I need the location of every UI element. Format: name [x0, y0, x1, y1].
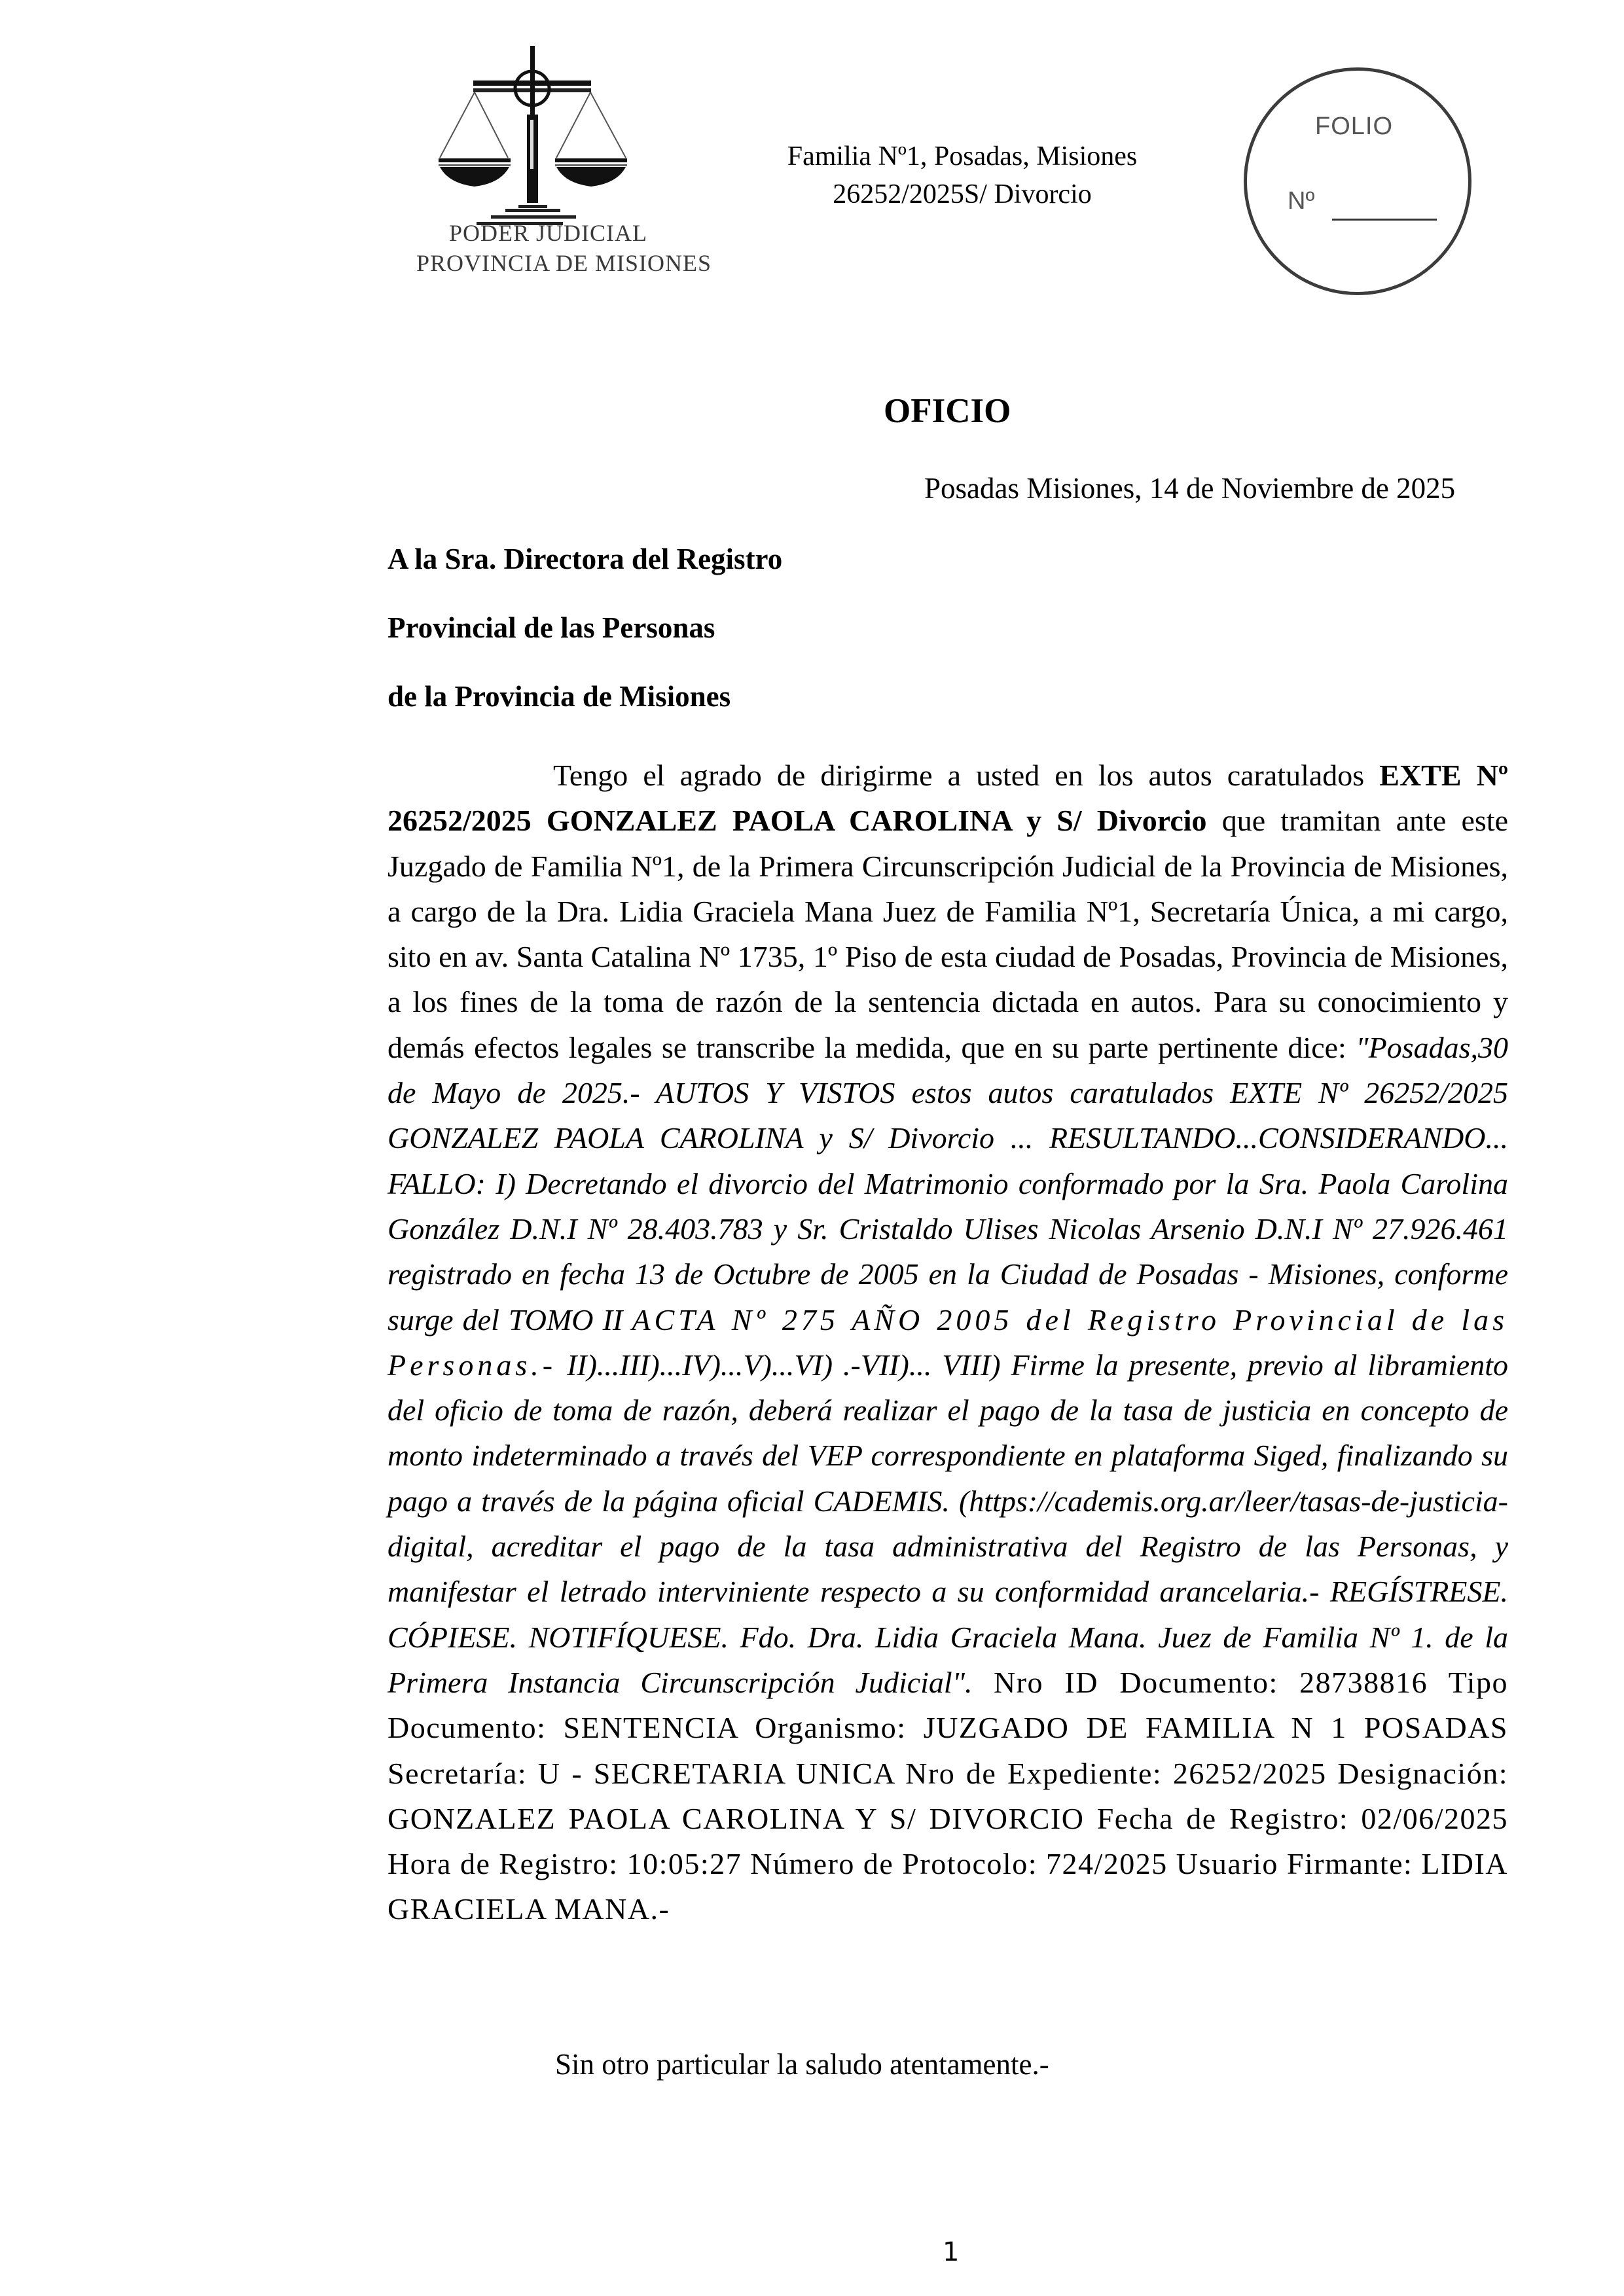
date-line: Posadas Misiones, 14 de Noviembre de 2025: [924, 472, 1456, 505]
addressee-line-2: Provincial de las Personas: [388, 611, 715, 644]
document-metadata: Nro ID Documento: 28738816 Tipo Documento: SENTENCIA Organismo: JUZGADO DE FAMILIA N 1 POSADAS Secretaría: U - SECRETARIA UNICA Nro de Expediente: 26252/2025 Designación: GONZALEZ PAOLA CAROLINA Y S/ DIVORCIO Fecha de Registro: 02/06/2025 Hora de Registro: 10:05:27 Número de Protocolo: 724/2025 Usuario Firmante: LIDIA GRACIELA MANA.-: [388, 1665, 1509, 1926]
quoted-ruling-acta: ACTA Nº 275 AÑO 2005 del Registro Provincial de las Personas.-: [388, 1302, 1509, 1382]
body-paragraph: [388, 753, 1508, 1932]
body-intro: Tengo el agrado de dirigirme a usted en los autos caratulados: [553, 759, 1380, 792]
closing-line: Sin otro particular la saludo atentamente.-: [555, 2048, 1049, 2081]
addressee-line-1: A la Sra. Directora del Registro: [388, 543, 783, 575]
folio-stamp: [1244, 67, 1471, 295]
scales-of-justice-icon: [393, 36, 681, 213]
court-logo: [393, 36, 712, 291]
quoted-ruling-part-2: II)...III)...IV)...V)...VI) .-VII)... VIII) Firme la presente, previo al libramiento del oficio de toma de razón, deberá realizar el pago de la tasa de justicia en concepto de monto indeterminado a través del VEP correspondiente en plataforma Siged, finalizando su pago a través de la página oficial CADEMIS. (https://cademis.org.ar/leer/tasas-de-justicia-digital, acreditar el pago de la tasa administrativa del Registro de las Personas, y manifestar el letrado interviniente respecto a su conformidad arancelaria.- REGÍSTRESE. CÓPIESE. NOTIFÍQUESE. Fdo. Dra. Lidia Graciela Mana. Juez de Familia Nº 1. de la Primera Instancia Circunscripción Judicial".: [388, 1348, 1508, 1699]
folio-number-blank: [1332, 219, 1437, 221]
folio-label: FOLIO: [1315, 113, 1394, 140]
case-number: 26252/2025S/ Divorcio: [833, 179, 1092, 209]
document-title: OFICIO: [884, 392, 1011, 430]
logo-text-poder-judicial: PODER JUDICIAL: [449, 220, 648, 246]
folio-number-label: Nº: [1288, 187, 1315, 215]
case-title-bold: EXTE Nº 26252/2025 GONZALEZ PAOLA CAROLINA y S/ Divorcio: [388, 759, 1509, 838]
quoted-ruling-part-1: "Posadas,30 de Mayo de 2025.- AUTOS Y VISTOS estos autos caratulados EXTE Nº 26252/2025 GONZALEZ PAOLA CAROLINA y S/ Divorcio ... RESULTANDO...CONSIDERANDO... FALLO: I) Decretando el divorcio del Matrimonio conformado por la Sra. Paola Carolina González D.N.I Nº 28.403.783 y Sr. Cristaldo Ulises Nicolas Arsenio D.N.I Nº 27.926.461 registrado en fecha 13 de Octubre de 2005 en la Ciudad de Posadas - Misiones, conforme surge del TOMO II: [388, 1030, 1508, 1336]
page-number: 1: [943, 2237, 960, 2267]
addressee-line-3: de la Provincia de Misiones: [388, 680, 731, 713]
body-text: que tramitan ante este Juzgado de Familia Nº1, de la Primera Circunscripción Judicial de la Provincia de Misiones, a cargo de la Dra. Lidia Graciela Mana Juez de Familia Nº1, Secretaría Única, a mi cargo, sito en av. Santa Catalina Nº 1735, 1º Piso de esta ciudad de Posadas, Provincia de Misiones, a los fines de la toma de razón de la sentencia dictada en autos. Para su conocimiento y demás efectos legales se transcribe la medida, que en su parte pertinente dice:: [388, 804, 1509, 1064]
court-location: Familia Nº1, Posadas, Misiones: [787, 141, 1138, 171]
case-header: [700, 137, 1224, 213]
logo-text-provincia: PROVINCIA DE MISIONES: [416, 250, 712, 276]
